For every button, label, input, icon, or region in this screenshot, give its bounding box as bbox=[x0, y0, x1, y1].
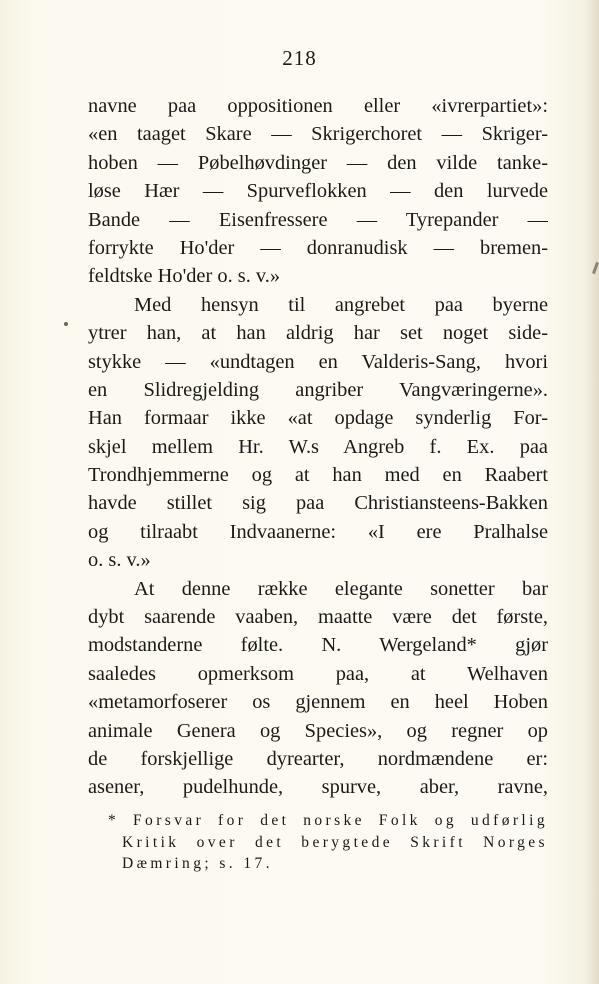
footnote-line: Dæmring; s. 17. bbox=[122, 855, 273, 873]
text-line: og tilraabt Indvaanerne: «I ere Pralhalse bbox=[88, 520, 548, 543]
text-line: en Slidregjelding angriber Vangværingerne». bbox=[88, 378, 548, 401]
text-line: forrykte Ho'der — donranudisk — bremen- bbox=[88, 236, 548, 259]
text-line: skjel mellem Hr. W.s Angreb f. Ex. paa bbox=[88, 435, 548, 458]
paragraph-start-line: Med hensyn til angrebet paa byerne bbox=[134, 293, 548, 316]
paragraph-start-line: At denne række elegante sonetter bar bbox=[134, 577, 548, 600]
text-line: navne paa oppositionen eller «ivrerpartiet»: bbox=[88, 95, 548, 117]
text-line: Han formaar ikke «at opdage synderlig For- bbox=[88, 407, 548, 430]
text-line: o. s. v.» bbox=[88, 549, 151, 572]
footnote-line bbox=[108, 810, 548, 832]
page-number: 218 bbox=[282, 46, 317, 70]
text-line: stykke — «undtagen en Valderis-Sang, hvori bbox=[88, 350, 548, 373]
margin-dot-mark bbox=[64, 322, 68, 326]
footnote-marker: * bbox=[108, 812, 120, 829]
text-line: feldtske Ho'der o. s. v.» bbox=[88, 265, 281, 288]
text-line: hoben — Pøbelhøvdinger — den vilde tanke- bbox=[88, 151, 548, 174]
body-text bbox=[88, 92, 548, 802]
text-line: animale Genera og Species», og regner op bbox=[88, 719, 548, 742]
text-line: Bande — Eisenfressere — Tyrepander — bbox=[88, 208, 548, 231]
footnote-text: Forsvar for det norske Folk og udførlig bbox=[133, 812, 548, 829]
footnote-line: Kritik over det berygtede Skrift Norges bbox=[122, 833, 548, 851]
text-line: «en taaget Skare — Skrigerchoret — Skriger- bbox=[88, 123, 548, 146]
text-line: Trondhjemmerne og at han med en Raabert bbox=[88, 464, 548, 487]
text-line: løse Hær — Spurveflokken — den lurvede bbox=[88, 180, 548, 203]
text-line: «metamorfoserer os gjennem en heel Hoben bbox=[88, 691, 548, 714]
text-line: dybt saarende vaaben, maatte være det første, bbox=[88, 606, 548, 629]
text-line: ytrer han, at han aldrig har set noget side- bbox=[88, 322, 548, 345]
text-line: de forskjellige dyrearter, nordmændene er: bbox=[88, 747, 548, 770]
page-edge-shadow bbox=[585, 0, 599, 984]
footnote bbox=[108, 810, 548, 875]
text-line: modstanderne følte. N. Wergeland* gjør bbox=[88, 634, 548, 657]
text-line: havde stillet sig paa Christiansteens-Bakken bbox=[88, 492, 548, 515]
text-line: asener, pudelhunde, spurve, aber, ravne, bbox=[88, 776, 548, 799]
text-line: saaledes opmerksom paa, at Welhaven bbox=[88, 662, 548, 685]
